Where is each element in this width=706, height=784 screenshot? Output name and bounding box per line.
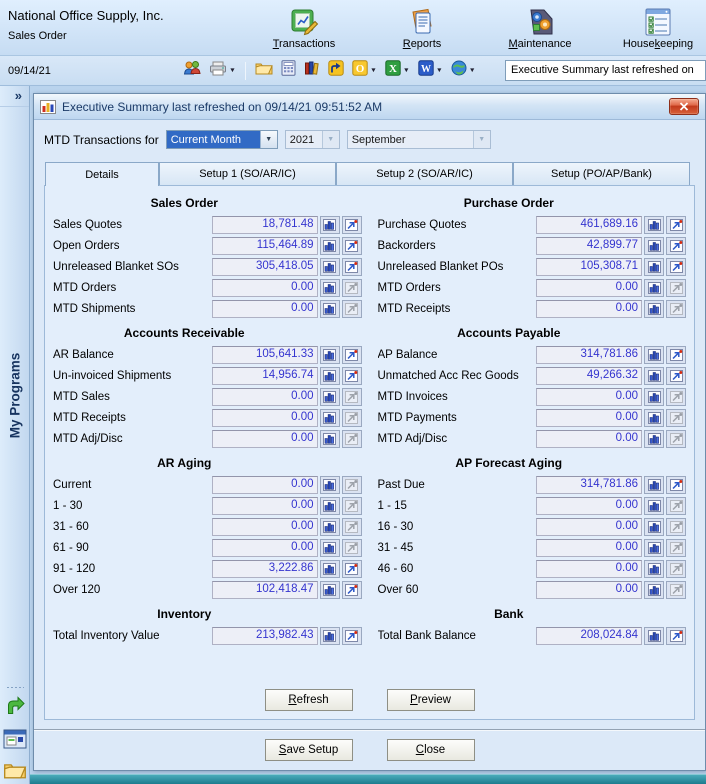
year-combo-value: 2021: [289, 133, 315, 146]
metric-row: [378, 345, 687, 364]
section-title: Purchase Order: [463, 196, 554, 210]
metric-value-field[interactable]: 0.00: [536, 279, 642, 297]
mdi-area: [30, 86, 706, 784]
metric-value-field[interactable]: 0.00: [212, 476, 318, 494]
period-combo[interactable]: [166, 130, 278, 149]
chart-button[interactable]: [644, 539, 664, 557]
chart-button[interactable]: [320, 560, 340, 578]
metric-label: Purchase Quotes: [377, 218, 467, 231]
metric-label: Un-invoiced Shipments: [53, 369, 172, 382]
metric-value-field[interactable]: 305,418.05: [212, 258, 318, 276]
metric-value-field[interactable]: 14,956.74: [212, 367, 318, 385]
tab-setup-po-ap-bank[interactable]: Setup (PO/AP/Bank): [513, 162, 690, 185]
printer-button[interactable]: [206, 59, 239, 83]
chevron-down-icon[interactable]: ▼: [402, 67, 410, 74]
chevron-down-icon[interactable]: ▼: [468, 67, 476, 74]
drill-button: [342, 476, 362, 494]
transactions-icon: [289, 3, 319, 37]
drill-button: [666, 497, 686, 515]
drill-button[interactable]: [342, 581, 362, 599]
chart-button[interactable]: [320, 627, 340, 645]
open-folder-icon: [255, 61, 273, 80]
metric-row: [378, 215, 687, 234]
shortcut-button[interactable]: [325, 58, 347, 83]
drill-button[interactable]: [342, 346, 362, 364]
footer-buttons: [44, 739, 695, 762]
section-title: AR Aging: [157, 456, 212, 470]
outlook-button[interactable]: [349, 58, 380, 83]
drill-button: [342, 539, 362, 557]
drill-button: [666, 409, 686, 427]
drill-button: [342, 409, 362, 427]
chevron-down-icon[interactable]: ▼: [260, 131, 277, 148]
section-purchase-order: [378, 196, 687, 318]
chart-button[interactable]: [320, 518, 340, 536]
splitter-grip[interactable]: [6, 686, 24, 688]
metric-row: [378, 475, 687, 494]
divider: [34, 729, 705, 731]
metric-label: MTD Adj/Disc: [377, 432, 448, 445]
calculator-button[interactable]: [278, 58, 299, 83]
metric-value-field[interactable]: 49,266.32: [536, 367, 642, 385]
chart-button[interactable]: [644, 518, 664, 536]
drill-button[interactable]: [666, 237, 686, 255]
metric-value-field[interactable]: 42,899.77: [536, 237, 642, 255]
nav-item-label: Maintenance: [508, 38, 572, 50]
metric-label: Unreleased Blanket SOs: [53, 260, 179, 273]
metric-label: Total Inventory Value: [53, 629, 160, 642]
metric-value-field[interactable]: 0.00: [536, 409, 642, 427]
metric-value-field[interactable]: 0.00: [536, 497, 642, 515]
drill-button[interactable]: [342, 627, 362, 645]
bar-chart-icon: [40, 100, 56, 114]
drill-button[interactable]: [342, 367, 362, 385]
metric-label: MTD Invoices: [377, 390, 448, 403]
metric-row: [378, 538, 687, 557]
metric-value-field[interactable]: 208,024.84: [536, 627, 642, 645]
metric-label: Current: [53, 478, 92, 491]
metric-value-field[interactable]: 0.00: [536, 430, 642, 448]
users-icon: [183, 60, 201, 81]
section-title: Bank: [494, 607, 524, 621]
right-column: [378, 188, 687, 647]
drill-button: [666, 300, 686, 318]
section-title: Sales Order: [150, 196, 218, 210]
nav-item-label: Reports: [402, 38, 442, 50]
drill-button: [666, 539, 686, 557]
chart-button[interactable]: [320, 430, 340, 448]
metric-row: [53, 236, 362, 255]
metric-row: [378, 299, 687, 318]
section-bank: [378, 607, 687, 645]
program-window-button[interactable]: [3, 729, 27, 754]
sidebar-expand-button[interactable]: »: [0, 86, 29, 107]
metric-row: [53, 257, 362, 276]
chart-button[interactable]: [320, 216, 340, 234]
main-nav: [258, 3, 704, 55]
mtd-transactions-row: [44, 130, 695, 149]
metric-label: MTD Receipts: [377, 302, 451, 315]
metric-row: [53, 345, 362, 364]
chart-button[interactable]: [320, 388, 340, 406]
metric-label: MTD Receipts: [53, 411, 126, 424]
metric-label: MTD Orders: [377, 281, 441, 294]
metric-row: [53, 626, 362, 645]
drill-button[interactable]: [666, 367, 686, 385]
metric-value-field[interactable]: 314,781.86: [536, 476, 642, 494]
undo-arrow-button[interactable]: [4, 695, 26, 722]
left-column: [53, 188, 362, 647]
drill-button: [342, 518, 362, 536]
metric-label: 31 - 60: [53, 520, 89, 533]
metric-row: [378, 517, 687, 536]
chevron-down-icon: ▼: [473, 131, 490, 148]
close-button[interactable]: [669, 98, 699, 115]
metric-label: MTD Adj/Disc: [53, 432, 123, 445]
metric-row: [53, 496, 362, 515]
metric-label: 31 - 45: [377, 541, 414, 554]
period-combo-value: Current Month: [167, 131, 260, 148]
metric-row: [53, 559, 362, 578]
drill-button[interactable]: [666, 216, 686, 234]
word-icon: [418, 60, 434, 81]
metric-label: Over 60: [377, 583, 419, 596]
metric-row: [53, 278, 362, 297]
metric-value-field[interactable]: 105,308.71: [536, 258, 642, 276]
metric-row: [53, 580, 362, 599]
preview-button[interactable]: P review: [387, 689, 475, 711]
sidebar-title-text: My Programs: [7, 352, 22, 439]
month-combo-value: September: [351, 133, 406, 146]
toolbar-icons: [180, 58, 479, 83]
metric-row: [378, 559, 687, 578]
metric-row: [378, 387, 687, 406]
drill-button: [342, 497, 362, 515]
details-tab-panel: [44, 185, 695, 720]
metric-row: [378, 429, 687, 448]
metric-value-field[interactable]: 0.00: [536, 300, 642, 318]
metric-value-field[interactable]: 102,418.47: [212, 581, 318, 599]
section-accounts-receivable: [53, 326, 362, 448]
drill-button: [666, 279, 686, 297]
outlook-icon: [352, 60, 368, 81]
metric-label: AR Balance: [53, 348, 114, 361]
tab-setup-2-so-ar-ic[interactable]: Setup 2 (SO/AR/IC): [336, 162, 513, 185]
chart-button[interactable]: [320, 300, 340, 318]
housekeeping-icon: [644, 3, 672, 37]
chevron-down-icon[interactable]: ▼: [369, 67, 377, 74]
metric-label: Unmatched Acc Rec Goods: [377, 369, 519, 382]
metric-row: [53, 299, 362, 318]
brand-block: [8, 3, 164, 55]
drill-button: [666, 581, 686, 599]
chart-button[interactable]: [644, 346, 664, 364]
tab-setup-1-so-ar-ic[interactable]: Setup 1 (SO/AR/IC): [159, 162, 336, 185]
metric-label: MTD Sales: [53, 390, 110, 403]
metric-label: 1 - 30: [53, 499, 83, 512]
reports-icon: [407, 3, 437, 37]
chart-button[interactable]: [644, 430, 664, 448]
nav-item-label: Housekeeping: [622, 38, 694, 50]
excel-icon: [385, 60, 401, 81]
close-dialog-button[interactable]: C lose: [387, 739, 475, 761]
metric-value-field[interactable]: 0.00: [536, 539, 642, 557]
metric-value-field[interactable]: 0.00: [536, 560, 642, 578]
section-ar-aging: [53, 456, 362, 599]
excel-button[interactable]: [382, 58, 413, 83]
maintenance-icon: [525, 3, 555, 37]
module-name: Sales Order: [8, 30, 67, 42]
metric-value-field[interactable]: 0.00: [536, 388, 642, 406]
metric-row: [378, 496, 687, 515]
tab-strip: [44, 162, 695, 185]
dialog-body: [34, 120, 705, 770]
metric-row: [53, 215, 362, 234]
metric-label: 46 - 60: [377, 562, 414, 575]
metric-label: 91 - 120: [53, 562, 96, 575]
status-box[interactable]: Executive Summary last refreshed on: [505, 60, 706, 81]
save-setup-button[interactable]: S ave Setup: [265, 739, 353, 761]
chart-button[interactable]: [644, 409, 664, 427]
chart-button[interactable]: [320, 497, 340, 515]
svg-text:W: W: [420, 64, 431, 75]
section-inventory: [53, 607, 362, 645]
chart-button[interactable]: [320, 258, 340, 276]
chart-button[interactable]: [644, 497, 664, 515]
ledger-button[interactable]: [301, 58, 323, 83]
section-ap-forecast-aging: [378, 456, 687, 599]
metric-value-field[interactable]: 0.00: [212, 279, 318, 297]
section-title: AP Forecast Aging: [455, 456, 563, 470]
chart-button[interactable]: [320, 367, 340, 385]
session-date: 09/14/21: [8, 64, 51, 77]
drill-button[interactable]: [342, 216, 362, 234]
metric-row: [378, 257, 687, 276]
metric-row: [378, 408, 687, 427]
chart-button[interactable]: [644, 388, 664, 406]
drill-button: [666, 430, 686, 448]
chart-button[interactable]: [644, 237, 664, 255]
metric-value-field[interactable]: 0.00: [212, 430, 318, 448]
drill-button[interactable]: [342, 560, 362, 578]
nav-item-reports[interactable]: [376, 3, 468, 50]
metric-label: Open Orders: [53, 239, 120, 252]
chart-button[interactable]: [320, 539, 340, 557]
year-combo: [285, 130, 340, 149]
metric-value-field[interactable]: 0.00: [212, 518, 318, 536]
metric-label: Past Due: [377, 478, 425, 491]
chart-button[interactable]: [644, 216, 664, 234]
drill-button: [342, 430, 362, 448]
chart-button[interactable]: [320, 346, 340, 364]
chart-button[interactable]: [320, 409, 340, 427]
metric-value-field[interactable]: 0.00: [536, 581, 642, 599]
open-folder-button[interactable]: [252, 59, 276, 82]
metric-row: [378, 278, 687, 297]
drill-button: [342, 300, 362, 318]
chart-button[interactable]: [320, 581, 340, 599]
drill-button[interactable]: [342, 237, 362, 255]
metric-value-field[interactable]: 3,222.86: [212, 560, 318, 578]
chart-button[interactable]: [644, 581, 664, 599]
nav-item-label: Transactions: [272, 38, 336, 50]
chart-button[interactable]: [644, 627, 664, 645]
metric-value-field[interactable]: 461,689.16: [536, 216, 642, 234]
metric-label: 61 - 90: [53, 541, 89, 554]
metric-label: MTD Orders: [53, 281, 117, 294]
metric-row: [53, 429, 362, 448]
app-header: [0, 0, 706, 56]
month-combo: [347, 130, 491, 149]
metric-label: Over 120: [53, 583, 101, 596]
metric-value-field[interactable]: 105,641.33: [212, 346, 318, 364]
metric-value-field[interactable]: 0.00: [212, 539, 318, 557]
chart-button[interactable]: [320, 237, 340, 255]
chart-button[interactable]: [644, 279, 664, 297]
drill-button: [666, 518, 686, 536]
metric-label: Sales Quotes: [53, 218, 123, 231]
section-title: Inventory: [157, 607, 212, 621]
nav-item-housekeeping[interactable]: [612, 3, 704, 50]
chart-button[interactable]: [644, 476, 664, 494]
drill-button[interactable]: [342, 258, 362, 276]
metric-row: [53, 387, 362, 406]
chevron-down-icon[interactable]: ▼: [229, 67, 236, 74]
svg-text:X: X: [388, 63, 397, 75]
metric-label: Total Bank Balance: [377, 629, 476, 642]
metric-row: [378, 366, 687, 385]
metric-row: [53, 366, 362, 385]
refresh-button[interactable]: R efresh: [265, 689, 353, 711]
drill-button[interactable]: [666, 346, 686, 364]
users-button[interactable]: [180, 58, 204, 83]
metric-label: Backorders: [377, 239, 436, 252]
metric-value-field[interactable]: 115,464.89: [212, 237, 318, 255]
workspace: [0, 86, 706, 784]
metric-value-field[interactable]: 0.00: [536, 518, 642, 536]
ledger-icon: [304, 60, 320, 81]
shortcut-icon: [328, 60, 344, 81]
metric-value-field[interactable]: 314,781.86: [536, 346, 642, 364]
metric-row: [53, 517, 362, 536]
chart-button[interactable]: [644, 258, 664, 276]
chevron-down-icon[interactable]: ▼: [435, 67, 443, 74]
sidebar-bottom-icons: [3, 684, 27, 784]
company-name: National Office Supply, Inc.: [8, 8, 164, 23]
metric-label: 16 - 30: [377, 520, 414, 533]
section-title: Accounts Receivable: [123, 326, 245, 340]
drill-button[interactable]: [666, 476, 686, 494]
sidebar: [0, 86, 30, 784]
folder-button[interactable]: [3, 761, 27, 784]
metric-row: [53, 408, 362, 427]
drill-button: [666, 388, 686, 406]
close-icon: [679, 102, 689, 111]
metric-label: Unreleased Blanket POs: [377, 260, 504, 273]
bottom-strip: [30, 774, 706, 784]
drill-button[interactable]: [666, 627, 686, 645]
tab-details[interactable]: Details: [45, 162, 159, 186]
metric-columns: [53, 188, 686, 647]
metric-label: AP Balance: [377, 348, 438, 361]
printer-icon: [209, 61, 227, 81]
toolbar: [0, 56, 706, 86]
word-button[interactable]: [415, 58, 446, 83]
undo-arrow-icon: [4, 695, 26, 722]
panel-buttons: [53, 683, 686, 713]
section-title: Accounts Payable: [457, 326, 561, 340]
metric-row: [53, 475, 362, 494]
metric-row: [378, 236, 687, 255]
chart-button[interactable]: [644, 367, 664, 385]
chart-button[interactable]: [320, 476, 340, 494]
nav-item-maintenance[interactable]: [494, 3, 586, 50]
svg-text:O: O: [355, 63, 365, 75]
metric-row: [378, 580, 687, 599]
folder-icon: [3, 761, 27, 784]
dialog-titlebar[interactable]: [34, 94, 705, 120]
metric-value-field[interactable]: 0.00: [212, 388, 318, 406]
metric-value-field[interactable]: 0.00: [212, 300, 318, 318]
metric-value-field[interactable]: 213,982.43: [212, 627, 318, 645]
executive-summary-dialog: [33, 93, 706, 771]
metric-value-field[interactable]: 0.00: [212, 409, 318, 427]
section-accounts-payable: [378, 326, 687, 448]
drill-button: [666, 560, 686, 578]
metric-row: [53, 538, 362, 557]
chart-button[interactable]: [644, 300, 664, 318]
section-sales-order: [53, 196, 362, 318]
toolbar-separator: [245, 62, 246, 80]
chart-button[interactable]: [320, 279, 340, 297]
metric-label: MTD Shipments: [53, 302, 136, 315]
metric-label: MTD Payments: [377, 411, 457, 424]
browser-button[interactable]: [448, 58, 479, 83]
calculator-icon: [281, 60, 296, 81]
browser-icon: [451, 60, 467, 81]
nav-item-transactions[interactable]: [258, 3, 350, 50]
program-window-icon: [3, 729, 27, 754]
drill-button: [342, 279, 362, 297]
chart-button[interactable]: [644, 560, 664, 578]
mtd-label: MTD Transactions for: [44, 132, 159, 147]
drill-button: [342, 388, 362, 406]
metric-value-field[interactable]: 18,781.48: [212, 216, 318, 234]
drill-button[interactable]: [666, 258, 686, 276]
metric-value-field[interactable]: 0.00: [212, 497, 318, 515]
metric-label: 1 - 15: [377, 499, 407, 512]
dialog-title: Executive Summary last refreshed on 09/14/21 09:51:52 AM: [62, 99, 383, 114]
metric-row: [378, 626, 687, 645]
chevron-down-icon: ▼: [322, 131, 339, 148]
